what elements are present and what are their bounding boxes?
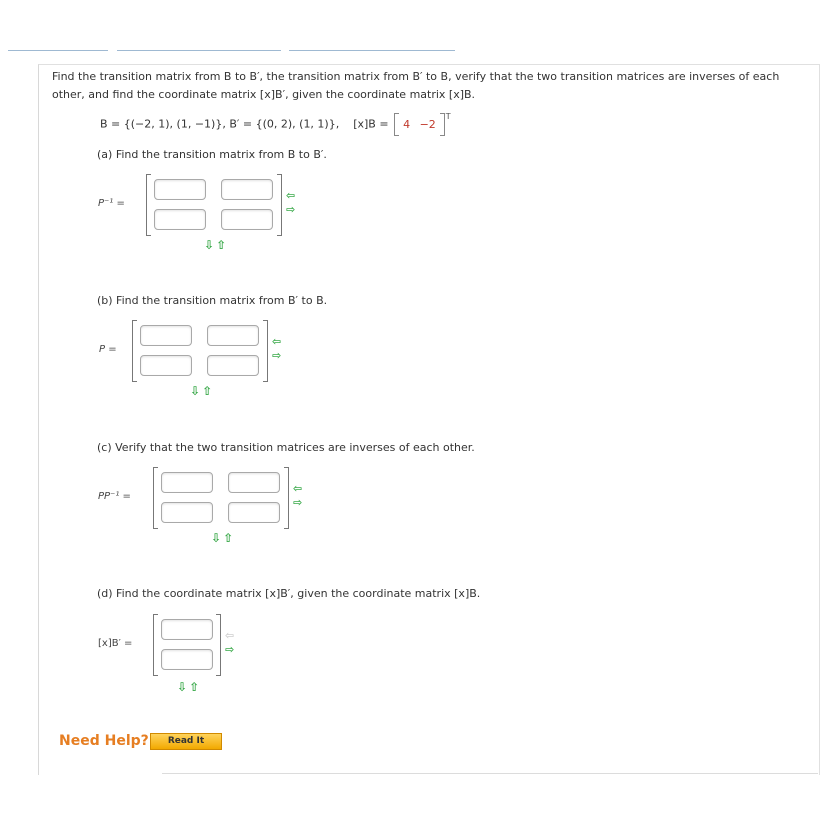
- add-row-icon[interactable]: ⇩: [177, 680, 188, 694]
- remove-row-icon[interactable]: ⇧: [202, 384, 213, 398]
- matrix-left-bracket: [153, 614, 158, 676]
- part-d-column-arrows: [225, 630, 239, 660]
- read-it-button[interactable]: Read It: [150, 733, 222, 750]
- transpose-symbol: T: [445, 112, 451, 121]
- part-a-row-arrows: [204, 238, 226, 252]
- remove-column-icon[interactable]: ⇦: [293, 482, 303, 495]
- add-row-icon[interactable]: ⇩: [211, 531, 222, 545]
- vector-left-bracket: [394, 113, 399, 136]
- need-help-label: Need Help?: [59, 733, 149, 749]
- part-c-cell-r2c1[interactable]: [161, 502, 213, 523]
- problem-statement: Find the transition matrix from B to B′, the transition matrix from B′ to B, verify that the two transition matrices are inverses of each other, and find the coordinate matrix [x]B′, given the coordinate matrix [x]B.: [52, 70, 780, 101]
- basis-b: B = {(−2, 1), (1, −1)},: [100, 117, 226, 131]
- remove-column-icon: ⇦: [225, 629, 235, 642]
- part-b-column-arrows: [272, 336, 286, 366]
- basis-b-prime: B′ = {(0, 2), (1, 1)},: [229, 117, 340, 131]
- part-c-cell-r1c1[interactable]: [161, 472, 213, 493]
- matrix-right-bracket: [216, 614, 221, 676]
- add-column-icon[interactable]: ⇨: [286, 203, 296, 216]
- part-a-cell-r2c1[interactable]: [154, 209, 206, 230]
- part-c-row-arrows: [211, 531, 233, 545]
- panel-divider: [162, 773, 818, 774]
- part-d-label: (d) Find the coordinate matrix [x]B′, given the coordinate matrix [x]B.: [97, 587, 481, 600]
- given-values: [100, 112, 451, 131]
- part-d-matrix-label: [x]B′ =: [98, 638, 133, 649]
- remove-row-icon[interactable]: ⇧: [223, 531, 234, 545]
- add-column-icon[interactable]: ⇨: [225, 643, 235, 656]
- tab-underline-1: [8, 50, 108, 51]
- matrix-left-bracket: [132, 320, 137, 382]
- tab-underline-3: [289, 50, 455, 51]
- part-d-cell-r1[interactable]: [161, 619, 213, 640]
- xb-value-1: 4: [403, 117, 411, 131]
- add-column-icon[interactable]: ⇨: [272, 349, 282, 362]
- remove-row-icon[interactable]: ⇧: [189, 680, 200, 694]
- add-row-icon[interactable]: ⇩: [204, 238, 215, 252]
- part-d-row-arrows: [177, 680, 199, 694]
- part-b-cell-r1c2[interactable]: [207, 325, 259, 346]
- part-a-column-arrows: [286, 190, 300, 220]
- part-c-matrix: [153, 467, 289, 529]
- part-a-matrix-label: P⁻¹ =: [98, 198, 125, 209]
- matrix-right-bracket: [263, 320, 268, 382]
- part-b-row-arrows: [190, 384, 212, 398]
- remove-row-icon[interactable]: ⇧: [216, 238, 227, 252]
- part-a-cell-r1c1[interactable]: [154, 179, 206, 200]
- part-b-matrix-label: P =: [99, 344, 117, 355]
- xb-value-2: −2: [419, 117, 436, 131]
- part-d-matrix: [153, 614, 221, 676]
- part-c-label: (c) Verify that the two transition matrices are inverses of each other.: [97, 441, 475, 454]
- part-c-matrix-label: PP⁻¹ =: [98, 491, 131, 502]
- matrix-left-bracket: [153, 467, 158, 529]
- xb-vector: [394, 118, 445, 131]
- matrix-right-bracket: [277, 174, 282, 236]
- part-d-cell-r2[interactable]: [161, 649, 213, 670]
- xb-label: [x]B =: [353, 117, 389, 131]
- part-a-cell-r2c2[interactable]: [221, 209, 273, 230]
- add-column-icon[interactable]: ⇨: [293, 496, 303, 509]
- tab-underline-2: [117, 50, 281, 51]
- part-c-column-arrows: [293, 483, 307, 513]
- matrix-right-bracket: [284, 467, 289, 529]
- part-a-label: (a) Find the transition matrix from B to B′.: [97, 148, 327, 161]
- remove-column-icon[interactable]: ⇦: [272, 335, 282, 348]
- part-a-matrix: [146, 174, 282, 236]
- part-c-cell-r2c2[interactable]: [228, 502, 280, 523]
- part-b-cell-r2c1[interactable]: [140, 355, 192, 376]
- remove-column-icon[interactable]: ⇦: [286, 189, 296, 202]
- part-b-label: (b) Find the transition matrix from B′ to B.: [97, 294, 328, 307]
- add-row-icon[interactable]: ⇩: [190, 384, 201, 398]
- vector-right-bracket: [440, 113, 445, 136]
- part-b-cell-r1c1[interactable]: [140, 325, 192, 346]
- part-c-cell-r1c2[interactable]: [228, 472, 280, 493]
- part-b-matrix: [132, 320, 268, 382]
- part-a-cell-r1c2[interactable]: [221, 179, 273, 200]
- part-b-cell-r2c2[interactable]: [207, 355, 259, 376]
- matrix-left-bracket: [146, 174, 151, 236]
